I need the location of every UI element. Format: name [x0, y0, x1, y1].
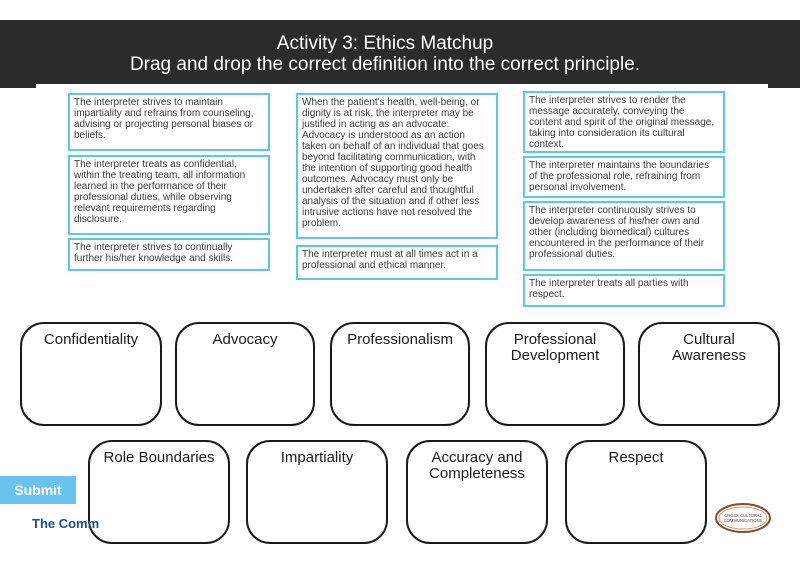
definition-card-role-boundaries[interactable]: The interpreter maintains the boundaries of the professional role, refraining from personal involvement. — [523, 156, 725, 198]
definition-card-professionalism[interactable]: The interpreter must at all times act in a professional and ethical manner. — [296, 245, 498, 280]
definition-card-impartiality[interactable]: The interpreter strives to maintain impartiality and refrains from counseling, advising or projecting personal biases or beliefs. — [68, 93, 270, 151]
drop-zone-professionalism[interactable] — [330, 322, 470, 426]
drop-zone-respect[interactable] — [565, 440, 707, 544]
definition-card-accuracy[interactable]: The interpreter strives to render the message accurately, conveying the content and spirit of the original message, taking into consideration its cultural context. — [523, 91, 725, 153]
drop-zone-impartiality[interactable] — [246, 440, 388, 544]
definition-card-confidentiality[interactable]: The interpreter treats as confidential, within the treating team, all information learned in the performance of their professional duties, while observing relevant requirements regarding disclosure. — [68, 155, 270, 235]
drop-zone-label: Professional Development — [510, 331, 600, 364]
drop-zone-label: Respect — [608, 449, 664, 466]
definition-card-cultural-awareness[interactable]: The interpreter continuously strives to develop awareness of his/her own and other (including biomedical) cultures encountered in the performance of their professional duties. — [523, 201, 725, 271]
drop-zone-label: Confidentiality — [43, 331, 139, 348]
drop-zone-advocacy[interactable] — [175, 322, 315, 426]
definition-card-respect[interactable]: The interpreter treats all parties with respect. — [523, 274, 725, 307]
drop-zone-professional-development[interactable] — [485, 322, 625, 426]
submit-button[interactable]: Submit — [0, 476, 76, 504]
drop-zone-label: Professionalism — [347, 331, 453, 348]
definition-card-advocacy[interactable]: When the patient's health, well-being, or dignity is at risk, the interpreter may be justified in acting as an advocate. Advocacy is understood as an action taken on behalf of an individual that goes beyond facilitating communication, with the intention of supporting good health outcomes. Advocacy must only be undertaken after careful and thoughtful analysis of the situation and if other less intrusive actions have not resolved the problem. — [296, 93, 498, 239]
drop-zone-accuracy-completeness[interactable] — [406, 440, 548, 544]
logo-text-line-2: COMMUNICATIONS — [723, 518, 763, 523]
drop-zone-label: Accuracy and Completeness — [429, 449, 525, 482]
drop-zone-label: Advocacy — [212, 331, 278, 348]
drop-zone-label: Impartiality — [280, 449, 354, 466]
drop-zone-cultural-awareness[interactable] — [638, 322, 780, 426]
drop-zone-label: Cultural Awareness — [672, 331, 746, 364]
footer-text: The Comm — [32, 516, 100, 531]
logo-text-line-1: CROSS CULTURAL — [724, 513, 762, 518]
drop-zone-role-boundaries[interactable] — [88, 440, 230, 544]
page-title — [0, 33, 770, 75]
drop-zone-confidentiality[interactable] — [20, 322, 162, 426]
definition-card-professional-development[interactable]: The interpreter strives to continually further his/her knowledge and skills. — [68, 238, 270, 271]
cross-cultural-communications-logo — [714, 502, 772, 534]
title-line-1: Activity 3: Ethics Matchup — [276, 33, 494, 54]
drop-zone-label: Role Boundaries — [103, 449, 215, 466]
title-line-2: Drag and drop the correct definition into the correct principle. — [129, 54, 641, 75]
